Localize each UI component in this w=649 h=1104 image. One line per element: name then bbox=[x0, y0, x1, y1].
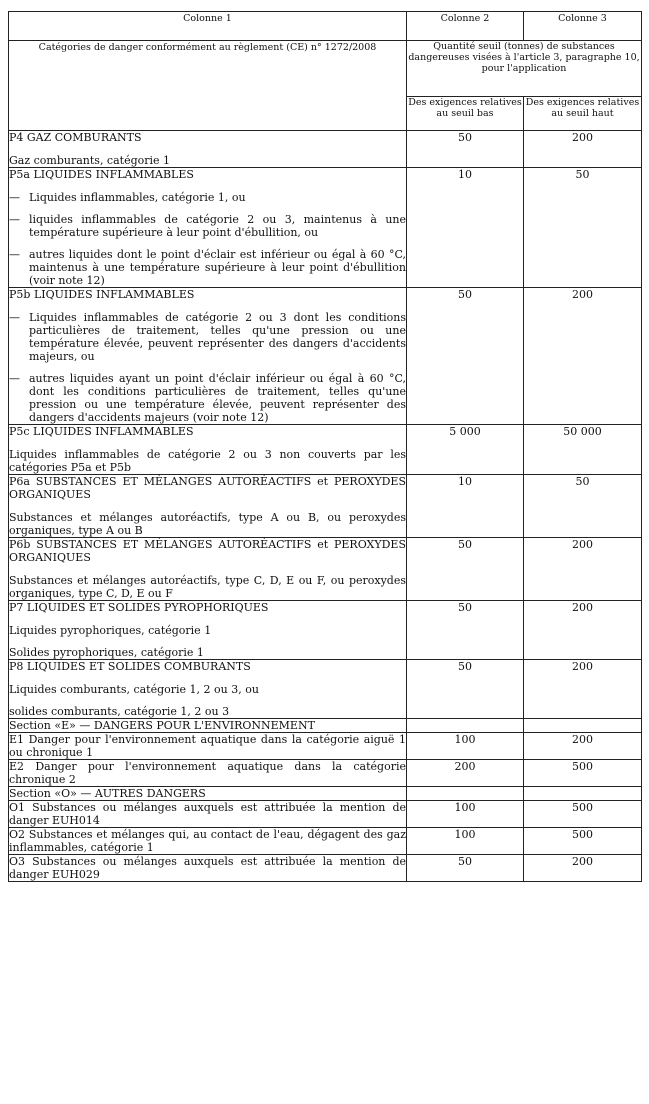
low-threshold-value: 50 bbox=[407, 855, 524, 882]
high-threshold-value: 50 bbox=[524, 168, 642, 288]
category-cell bbox=[9, 601, 407, 660]
low-threshold-value: 50 bbox=[407, 601, 524, 660]
dash-text: Liquides inflammables, catégorie 1, ou bbox=[29, 191, 246, 204]
category-cell bbox=[9, 425, 407, 475]
low-threshold-value: 10 bbox=[407, 475, 524, 538]
table-row bbox=[9, 660, 642, 719]
dash-item bbox=[9, 213, 406, 239]
category-description: Liquides pyrophoriques, catégorie 1 bbox=[9, 624, 212, 637]
dash-item bbox=[9, 248, 406, 287]
threshold-table bbox=[8, 11, 642, 882]
category-title: E2 Danger pour l'environnement aquatique dans la catégorie chronique 2 bbox=[9, 760, 406, 786]
category-title: P5a LIQUIDES INFLAMMABLES bbox=[9, 168, 194, 181]
category-title: P6a SUBSTANCES ET MÉLANGES AUTORÉACTIFS et PEROXYDES ORGANIQUES bbox=[9, 475, 406, 501]
category-title: P6b SUBSTANCES ET MÉLANGES AUTORÉACTIFS et PEROXYDES ORGANIQUES bbox=[9, 538, 406, 564]
table-row bbox=[9, 131, 642, 168]
table-row bbox=[9, 828, 642, 855]
low-threshold-value: 100 bbox=[407, 801, 524, 828]
category-title: Section «E» — DANGERS POUR L'ENVIRONNEMENT bbox=[9, 719, 315, 732]
header-high-threshold: Des exigences relatives au seuil haut bbox=[524, 97, 642, 131]
high-threshold-value: 50 000 bbox=[524, 425, 642, 475]
table-row bbox=[9, 288, 642, 425]
category-cell bbox=[9, 801, 407, 828]
dash-item bbox=[9, 372, 406, 424]
category-title: O3 Substances ou mélanges auxquels est attribuée la mention de danger EUH029 bbox=[9, 855, 406, 881]
high-threshold-value: 200 bbox=[524, 601, 642, 660]
dash-text: Liquides inflammables de catégorie 2 ou 3 dont les conditions particulières de traitement, telles qu'une pression ou une température élevée, peuvent représenter des dangers d'accidents majeurs, ou bbox=[29, 311, 406, 363]
category-title: P7 LIQUIDES ET SOLIDES PYROPHORIQUES bbox=[9, 601, 269, 614]
category-cell bbox=[9, 168, 407, 288]
table-row bbox=[9, 801, 642, 828]
category-cell bbox=[9, 131, 407, 168]
dash-text: autres liquides ayant un point d'éclair inférieur ou égal à 60 °C, dont les conditions particulières de traitement, telles qu'une pression ou une température élevée, peuvent représenter des dangers d'accidents majeurs (voir note 12) bbox=[29, 372, 406, 424]
low-threshold-value: 200 bbox=[407, 760, 524, 787]
low-threshold-value: 100 bbox=[407, 828, 524, 855]
dash-marker: — bbox=[9, 248, 20, 261]
table-row bbox=[9, 168, 642, 288]
dash-text: autres liquides dont le point d'éclair est inférieur ou égal à 60 °C, maintenus à une température supérieure à leur point d'ébullition (voir note 12) bbox=[29, 248, 406, 287]
high-threshold-value: 50 bbox=[524, 475, 642, 538]
high-threshold-value bbox=[524, 719, 642, 733]
category-title: O1 Substances ou mélanges auxquels est attribuée la mention de danger EUH014 bbox=[9, 801, 406, 827]
low-threshold-value: 50 bbox=[407, 660, 524, 719]
header-col3: Colonne 3 bbox=[524, 12, 642, 41]
high-threshold-value: 200 bbox=[524, 660, 642, 719]
low-threshold-value: 50 bbox=[407, 538, 524, 601]
low-threshold-value bbox=[407, 719, 524, 733]
high-threshold-value: 200 bbox=[524, 733, 642, 760]
table-row bbox=[9, 475, 642, 538]
dash-marker: — bbox=[9, 372, 20, 385]
header-low-threshold: Des exigences relatives au seuil bas bbox=[407, 97, 524, 131]
category-title: P4 GAZ COMBURANTS bbox=[9, 131, 142, 144]
table-row bbox=[9, 425, 642, 475]
low-threshold-value: 50 bbox=[407, 131, 524, 168]
low-threshold-value: 10 bbox=[407, 168, 524, 288]
header-row bbox=[9, 41, 642, 97]
table-row bbox=[9, 719, 642, 733]
dash-marker: — bbox=[9, 213, 20, 226]
high-threshold-value: 500 bbox=[524, 828, 642, 855]
category-description: Substances et mélanges autoréactifs, type C, D, E ou F, ou peroxydes organiques, type C, D, E ou F bbox=[9, 574, 406, 600]
category-title: O2 Substances et mélanges qui, au contact de l'eau, dégagent des gaz inflammables, catégorie 1 bbox=[9, 828, 406, 854]
category-title: P8 LIQUIDES ET SOLIDES COMBURANTS bbox=[9, 660, 251, 673]
low-threshold-value: 100 bbox=[407, 733, 524, 760]
column-number-row bbox=[9, 12, 642, 41]
high-threshold-value: 500 bbox=[524, 801, 642, 828]
category-cell bbox=[9, 733, 407, 760]
high-threshold-value: 200 bbox=[524, 288, 642, 425]
category-cell bbox=[9, 475, 407, 538]
high-threshold-value bbox=[524, 787, 642, 801]
category-cell bbox=[9, 760, 407, 787]
low-threshold-value: 5 000 bbox=[407, 425, 524, 475]
category-title: P5c LIQUIDES INFLAMMABLES bbox=[9, 425, 194, 438]
category-description: Solides pyrophoriques, catégorie 1 bbox=[9, 646, 204, 659]
category-description: Gaz comburants, catégorie 1 bbox=[9, 154, 171, 167]
category-cell bbox=[9, 660, 407, 719]
header-quantity: Quantité seuil (tonnes) de substances dangereuses visées à l'article 3, paragraphe 10, pour l'application bbox=[407, 41, 642, 97]
low-threshold-value bbox=[407, 787, 524, 801]
table-row bbox=[9, 787, 642, 801]
table-row bbox=[9, 855, 642, 882]
category-cell bbox=[9, 288, 407, 425]
high-threshold-value: 500 bbox=[524, 760, 642, 787]
category-cell bbox=[9, 538, 407, 601]
dash-marker: — bbox=[9, 191, 20, 204]
category-title: E1 Danger pour l'environnement aquatique dans la catégorie aiguë 1 ou chronique 1 bbox=[9, 733, 406, 759]
category-cell bbox=[9, 855, 407, 882]
category-cell bbox=[9, 719, 407, 733]
high-threshold-value: 200 bbox=[524, 855, 642, 882]
high-threshold-value: 200 bbox=[524, 538, 642, 601]
high-threshold-value: 200 bbox=[524, 131, 642, 168]
table-row bbox=[9, 760, 642, 787]
category-description: Substances et mélanges autoréactifs, type A ou B, ou peroxydes organiques, type A ou B bbox=[9, 511, 406, 537]
category-description: Liquides comburants, catégorie 1, 2 ou 3, ou bbox=[9, 683, 259, 696]
dash-marker: — bbox=[9, 311, 20, 324]
header-col1: Colonne 1 bbox=[9, 12, 407, 41]
header-col2: Colonne 2 bbox=[407, 12, 524, 41]
category-title: P5b LIQUIDES INFLAMMABLES bbox=[9, 288, 195, 301]
category-cell bbox=[9, 828, 407, 855]
category-title: Section «O» — AUTRES DANGERS bbox=[9, 787, 206, 800]
dash-text: liquides inflammables de catégorie 2 ou 3, maintenus à une température supérieure à leur point d'ébullition, ou bbox=[29, 213, 406, 239]
table-row bbox=[9, 733, 642, 760]
table-body bbox=[9, 131, 642, 882]
header-categories: Catégories de danger conformément au règlement (CE) n° 1272/2008 bbox=[9, 41, 407, 131]
table-row bbox=[9, 538, 642, 601]
dash-item bbox=[9, 311, 406, 363]
table-row bbox=[9, 601, 642, 660]
dash-item bbox=[9, 191, 406, 204]
category-description: Liquides inflammables de catégorie 2 ou 3 non couverts par les catégories P5a et P5b bbox=[9, 448, 406, 474]
category-description: solides comburants, catégorie 1, 2 ou 3 bbox=[9, 705, 230, 718]
category-cell bbox=[9, 787, 407, 801]
low-threshold-value: 50 bbox=[407, 288, 524, 425]
